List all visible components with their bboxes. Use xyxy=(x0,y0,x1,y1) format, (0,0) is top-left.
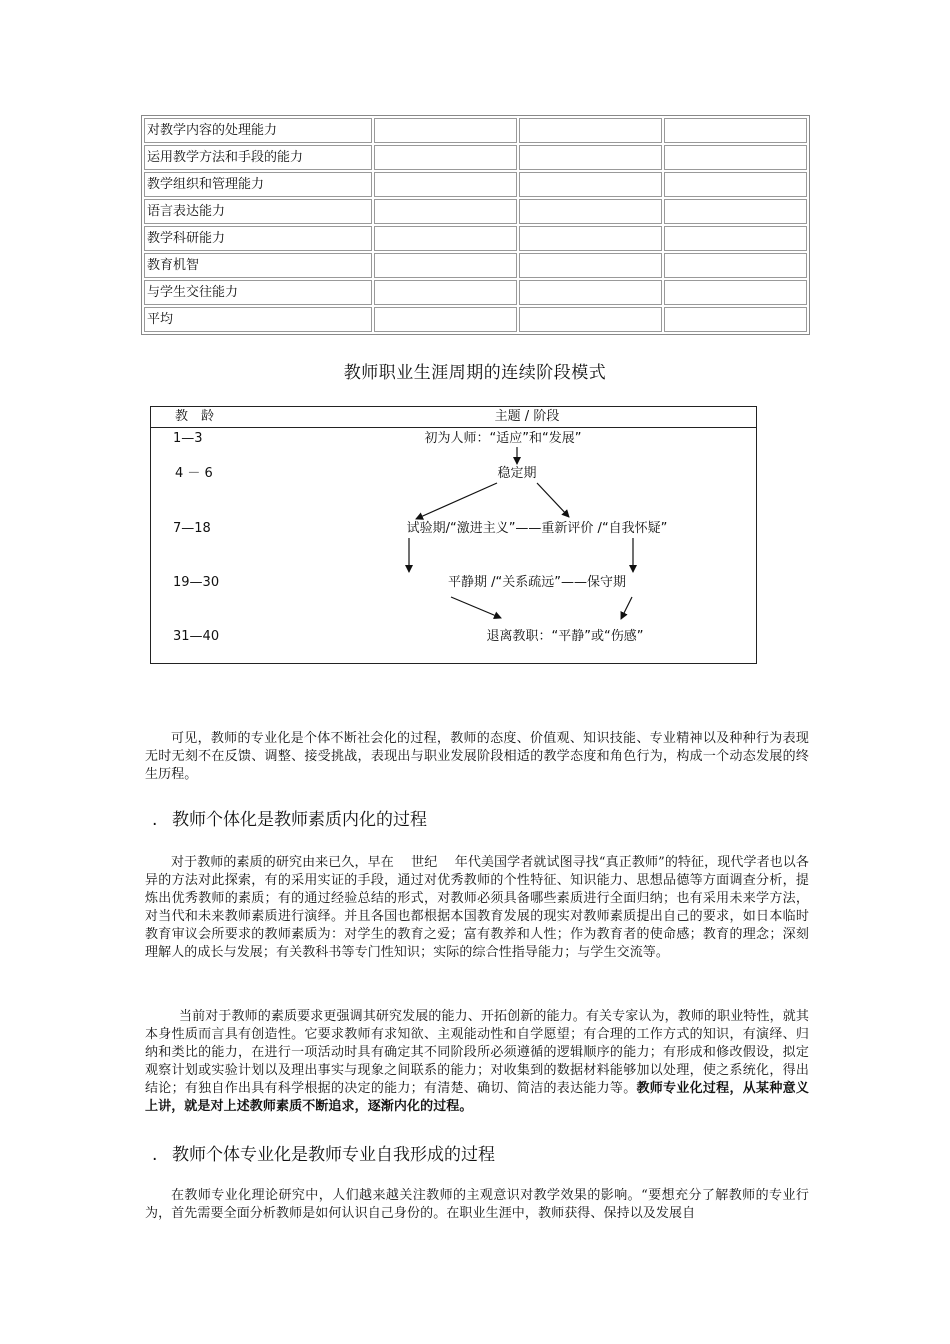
diagram-arrows xyxy=(151,407,756,663)
arrow-line xyxy=(621,597,632,619)
age-label: 31—40 xyxy=(173,629,220,644)
table-row xyxy=(144,280,807,305)
table-cell xyxy=(519,172,662,197)
table-row xyxy=(144,307,807,332)
age-label: 1—3 xyxy=(173,431,203,446)
table-cell xyxy=(374,199,517,224)
heading-text: 教师个体专业化是教师专业自我形成的过程 xyxy=(172,1145,495,1165)
table-cell xyxy=(664,118,807,143)
table-cell xyxy=(374,280,517,305)
table-cell xyxy=(519,307,662,332)
stage-5: 退离教职：“平静”或“伤感” xyxy=(486,629,644,644)
row-label: 语言表达能力 xyxy=(144,199,372,224)
paragraph-3 xyxy=(145,1008,809,1116)
arrow-line xyxy=(537,483,569,517)
row-label: 教学组织和管理能力 xyxy=(144,172,372,197)
table-cell xyxy=(374,253,517,278)
row-label: 运用教学方法和手段的能力 xyxy=(144,145,372,170)
table-row xyxy=(144,226,807,251)
age-label: 4 － 6 xyxy=(175,466,213,481)
table-cell xyxy=(664,253,807,278)
table-cell xyxy=(374,172,517,197)
section-heading-2 xyxy=(152,1140,495,1165)
table-cell xyxy=(374,307,517,332)
table-cell xyxy=(519,199,662,224)
table-cell xyxy=(664,145,807,170)
table-cell xyxy=(374,118,517,143)
row-label: 与学生交往能力 xyxy=(144,280,372,305)
table-cell xyxy=(664,199,807,224)
stage-4: 平静期 /“关系疏远”——保守期 xyxy=(448,575,626,590)
table-cell xyxy=(664,280,807,305)
heading-text: 教师个体化是教师素质内化的过程 xyxy=(172,810,427,830)
ability-table xyxy=(141,115,810,335)
stage-3: 试验期/“激进主义”——重新评价 /“自我怀疑” xyxy=(406,521,668,536)
age-label: 7—18 xyxy=(173,521,211,536)
paragraph-2: 对于教师的素质的研究由来已久，早在 世纪 年代美国学者就试图寻找“真正教师”的特征，现代学者也以各异的方法对此探索，有的采用实证的手段，通过对优秀教师的个性特征、知识能力、思想品德等方面调查分析，提炼出优秀教师的素质；有的通过经验总结的形式，对教师必须具备哪些素质进行全面归纳；也有采用未来学方法，对当代和未来教师素质进行演绎。并且各国也都根据本国教育发展的现实对教师素质提出自己的要求，如日本临时教育审议会所要求的教师素质为：对学生的教育之爱；富有教养和人性；作为教育者的使命感；教育的理念；深刻理解人的成长与发展；有关教科书等专门性知识；实际的综合性指导能力；与学生交流等。 xyxy=(145,855,809,960)
age-label: 19—30 xyxy=(173,575,220,590)
paragraph-1: 可见，教师的专业化是个体不断社会化的过程，教师的态度、价值观、知识技能、专业精神以及种种行为表现无时无刻不在反馈、调整、接受挑战，表现出与职业发展阶段相适的教学态度和角色行为，构成一个动态发展的终生历程。 xyxy=(145,731,809,782)
table-cell xyxy=(519,145,662,170)
diagram-title: 教师职业生涯周期的连续阶段模式 xyxy=(343,363,607,383)
row-label: 教学科研能力 xyxy=(144,226,372,251)
stage-1: 初为人师：“适应”和“发展” xyxy=(424,431,582,446)
table-cell xyxy=(374,145,517,170)
row-label: 平均 xyxy=(144,307,372,332)
section-heading-1 xyxy=(152,805,427,830)
table-cell xyxy=(519,253,662,278)
paragraph-3-text: 当前对于教师的素质要求更强调其研究发展的能力、开拓创新的能力。有关专家认为，教师的职业特性，就其本身性质而言具有创造性。它要求教师有求知欲、主观能动性和自学愿望；有合理的工作方式的知识，有演绎、归纳和类比的能力，在进行一项活动时具有确定其不同阶段所必须遵循的逻辑顺序的能力；有形成和修改假设，拟定观察计划或实验计划以及理出事实与现象之间联系的能力；对收集到的数据材料能够加以处理，使之系统化，得出结论；有独自作出具有科学根据的决定的能力；有清楚、确切、简洁的表达能力等。 xyxy=(145,1009,809,1096)
table-cell xyxy=(664,172,807,197)
table-row xyxy=(144,253,807,278)
paragraph-3-bold: 教师专业化过程，从某种意义上讲，就是对上述教师素质不断追求，逐渐内化的过程。 xyxy=(145,1081,809,1114)
header-age: 教 龄 xyxy=(175,409,215,424)
table-cell xyxy=(519,118,662,143)
table-row xyxy=(144,145,807,170)
table-row xyxy=(144,118,807,143)
stage-2: 稳定期 xyxy=(497,466,537,481)
table-cell xyxy=(519,280,662,305)
table-cell xyxy=(664,226,807,251)
row-label: 对教学内容的处理能力 xyxy=(144,118,372,143)
header-theme: 主题 / 阶段 xyxy=(494,409,560,424)
table-row xyxy=(144,172,807,197)
heading-number: . xyxy=(152,810,158,830)
row-label: 教育机智 xyxy=(144,253,372,278)
table-cell xyxy=(374,226,517,251)
arrow-line xyxy=(416,483,497,519)
career-stage-diagram xyxy=(150,406,757,664)
table-cell xyxy=(519,226,662,251)
table-cell xyxy=(664,307,807,332)
arrow-line xyxy=(451,597,501,618)
table-row xyxy=(144,199,807,224)
heading-number: . xyxy=(152,1145,158,1165)
paragraph-4: 在教师专业化理论研究中，人们越来越关注教师的主观意识对教学效果的影响。“要想充分了解教师的专业行为，首先需要全面分析教师是如何认识自己身份的。在职业生涯中，教师获得、保持以及发展自 xyxy=(145,1188,809,1221)
